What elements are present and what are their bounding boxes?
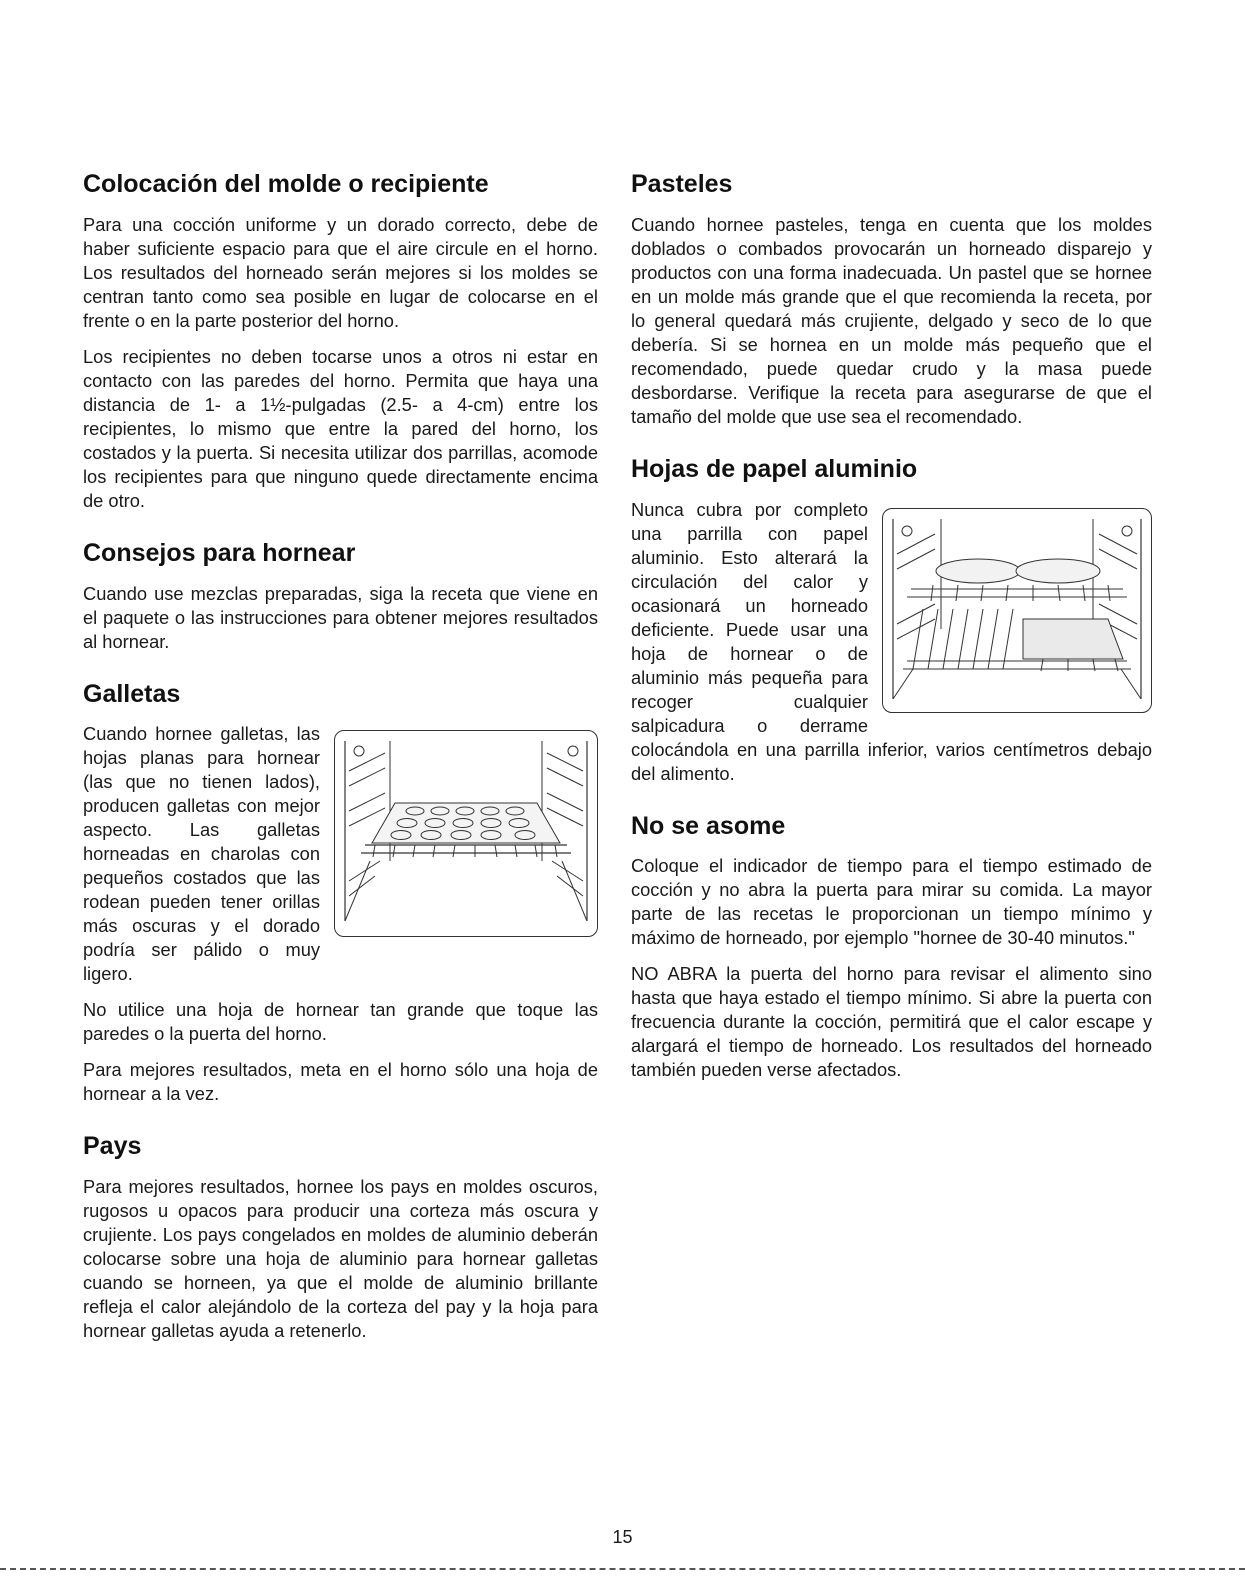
section-cakes xyxy=(631,170,1152,429)
paragraph: NO ABRA la puerta del horno para revisar el alimento sino hasta que haya estado el tiempo mínimo. Si abre la puerta con frecuencia durante la cocción, permitirá que el calor escape y alargará el tiempo de horneado. Los resultados del horneado también pueden verse afectados. xyxy=(631,963,1152,1081)
heading-cookies: Galletas xyxy=(83,679,181,708)
section-no-peeking xyxy=(631,812,1152,1083)
heading-baking-tips: Consejos para hornear xyxy=(83,538,356,567)
section-cookies xyxy=(83,680,598,1107)
heading-pan-placement: Colocación del molde o recipiente xyxy=(83,170,489,198)
section-pies xyxy=(83,1132,598,1343)
paragraph: No utilice una hoja de hornear tan grande que toque las paredes o la puerta del horno. xyxy=(83,999,598,1045)
paragraph: Nunca cubra por completo una parrilla con papel aluminio. Esto alterará la circulación del calor y ocasionará un horneado deficiente. Puede usar una hoja de hornear o de aluminio más pequeña para recoger cualquier salpicadura o derrame colocándola en una parrilla inferior, varios centímetros debajo del alimento. xyxy=(631,498,1152,784)
paragraph: Coloque el indicador de tiempo para el tiempo estimado de cocción y no abra la puerta para mirar su comida. La mayor parte de las recetas le proporcionan un tiempo mínimo y máximo de horneado, por ejemplo "hornee de 30-40 minutos." xyxy=(631,855,1152,949)
bottom-divider xyxy=(0,1568,1245,1570)
oven-two-racks-pies-icon xyxy=(882,508,1152,713)
section-pan-placement xyxy=(83,170,598,513)
heading-pies: Pays xyxy=(83,1132,142,1161)
heading-no-peeking: No se asome xyxy=(631,811,786,840)
paragraph: Para una cocción uniforme y un dorado correcto, debe de haber suficiente espacio para que el aire circule en el horno. Los resultados del horneado serán mejores si los moldes se centran tanto como sea posible en lugar de colocarse en el frente o en la parte posterior del horno. xyxy=(83,213,598,331)
page-number: 15 xyxy=(612,1527,633,1547)
heading-aluminum-foil: Hojas de papel aluminio xyxy=(631,454,918,483)
right-column xyxy=(631,170,1152,1108)
paragraph: Cuando hornee pasteles, tenga en cuenta que los moldes doblados o combados provocarán un horneado disparejo y productos con una forma inadecuada. Un pastel que se hornee en un molde más grande que el que recomienda la receta, por lo general quedará más crujiente, delgado y seco de lo que debería. Si se hornea en un molde más pequeño que el recomendado, puede quedar crudo y la masa puede desbordarse. Verifique la receta para asegurarse de que el tamaño del molde que use sea el recomendado. xyxy=(631,213,1152,427)
oven-cookie-sheet-icon xyxy=(334,730,598,937)
paragraph: Cuando hornee galletas, las hojas planas para hornear (las que no tienen lados), producen galletas con mejor aspecto. Las galletas horneadas en charolas con pequeños costados que las rodean pueden tener orillas más oscuras y el dorado podría ser pálido o muy ligero. xyxy=(83,723,320,985)
paragraph: Para mejores resultados, hornee los pays en moldes oscuros, rugosos u opacos para producir una corteza más oscura y crujiente. Los pays congelados en moldes de aluminio deberán colocarse sobre una hoja de aluminio para hornear galletas cuando se horneen, ya que el molde de aluminio brillante refleja el calor alejándolo de la corteza del pay y la hoja para hornear galletas ayuda a retenerlo. xyxy=(83,1176,598,1341)
section-baking-tips xyxy=(83,539,598,654)
left-column xyxy=(83,170,598,1369)
paragraph: Para mejores resultados, meta en el horno sólo una hoja de hornear a la vez. xyxy=(83,1059,598,1105)
heading-cakes: Pasteles xyxy=(631,170,733,198)
paragraph: Cuando use mezclas preparadas, siga la receta que viene en el paquete o las instrucciones para obtener mejores resultados al hornear. xyxy=(83,582,598,652)
paragraph: Los recipientes no deben tocarse unos a otros ni estar en contacto con las paredes del horno. Permita que haya una distancia de 1- a 1½-pulgadas (2.5- a 4-cm) entre los recipientes, lo mismo que entre la pared del horno, los costados y la puerta. Si necesita utilizar dos parrillas, acomode los recipientes para que ninguno quede directamente encima de otro. xyxy=(83,345,598,511)
section-aluminum-foil xyxy=(631,455,1152,786)
